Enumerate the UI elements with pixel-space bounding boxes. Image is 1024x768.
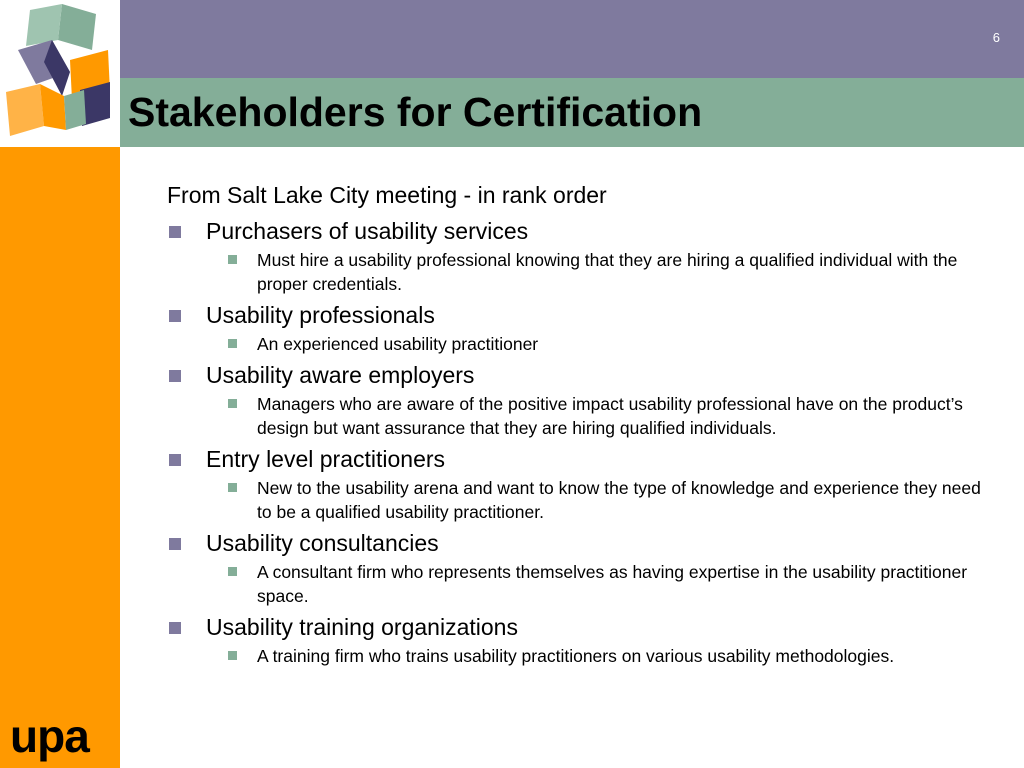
slide-content [167, 180, 997, 672]
bullet-item [167, 612, 997, 668]
cubes-logo [0, 0, 120, 147]
bullet-text: Purchasers of usability services [206, 218, 529, 244]
sub-bullet-list [206, 392, 997, 440]
sub-bullet-item [206, 332, 997, 356]
square-bullet-icon [169, 538, 181, 550]
sub-bullet-list [206, 560, 997, 608]
cubes-logo-icon [0, 0, 120, 147]
square-sub-bullet-icon [228, 399, 237, 408]
sub-bullet-item [206, 644, 997, 668]
bullet-text: Usability consultancies [206, 530, 439, 556]
bullet-text: Usability aware employers [206, 362, 475, 388]
sub-bullet-item [206, 560, 997, 608]
sub-bullet-text: New to the usability arena and want to know the type of knowledge and experience they need to be a qualified usability practitioner. [257, 478, 981, 522]
square-sub-bullet-icon [228, 483, 237, 492]
sub-bullet-list [206, 332, 997, 356]
sub-bullet-item [206, 392, 997, 440]
bullet-text: Entry level practitioners [206, 446, 446, 472]
slide-number: 6 [992, 30, 1000, 45]
bullet-item [167, 216, 997, 296]
square-bullet-icon [169, 310, 181, 322]
sub-bullet-item [206, 476, 997, 524]
sub-bullet-list [206, 248, 997, 296]
square-sub-bullet-icon [228, 651, 237, 660]
sub-bullet-text: Must hire a usability professional knowing that they are hiring a qualified individual with the proper credentials. [257, 250, 958, 294]
bullet-item [167, 528, 997, 608]
sub-bullet-text: Managers who are aware of the positive impact usability professional have on the product’s design but want assurance that they are hiring qualified individuals. [257, 394, 963, 438]
bullet-text: Usability professionals [206, 302, 435, 328]
bullet-item [167, 300, 997, 356]
sub-bullet-text: An experienced usability practitioner [257, 334, 539, 354]
sub-bullet-list [206, 644, 997, 668]
square-sub-bullet-icon [228, 339, 237, 348]
square-sub-bullet-icon [228, 255, 237, 264]
intro-text: From Salt Lake City meeting - in rank order [167, 182, 607, 208]
square-bullet-icon [169, 454, 181, 466]
bullet-item [167, 444, 997, 524]
sub-bullet-list [206, 476, 997, 524]
square-bullet-icon [169, 370, 181, 382]
sub-bullet-text: A consultant firm who represents themselves as having expertise in the usability practitioner space. [257, 562, 968, 606]
title-band [120, 78, 1024, 147]
slide-title: Stakeholders for Certification [128, 89, 703, 135]
square-bullet-icon [169, 226, 181, 238]
brand-logo-text: upa [10, 710, 89, 762]
bullet-text: Usability training organizations [206, 614, 518, 640]
bullet-item [167, 360, 997, 440]
sub-bullet-item [206, 248, 997, 296]
sub-bullet-text: A training firm who trains usability practitioners on various usability methodologies. [257, 646, 895, 666]
bullet-list [167, 216, 997, 668]
square-sub-bullet-icon [228, 567, 237, 576]
header-band [120, 0, 1024, 78]
square-bullet-icon [169, 622, 181, 634]
